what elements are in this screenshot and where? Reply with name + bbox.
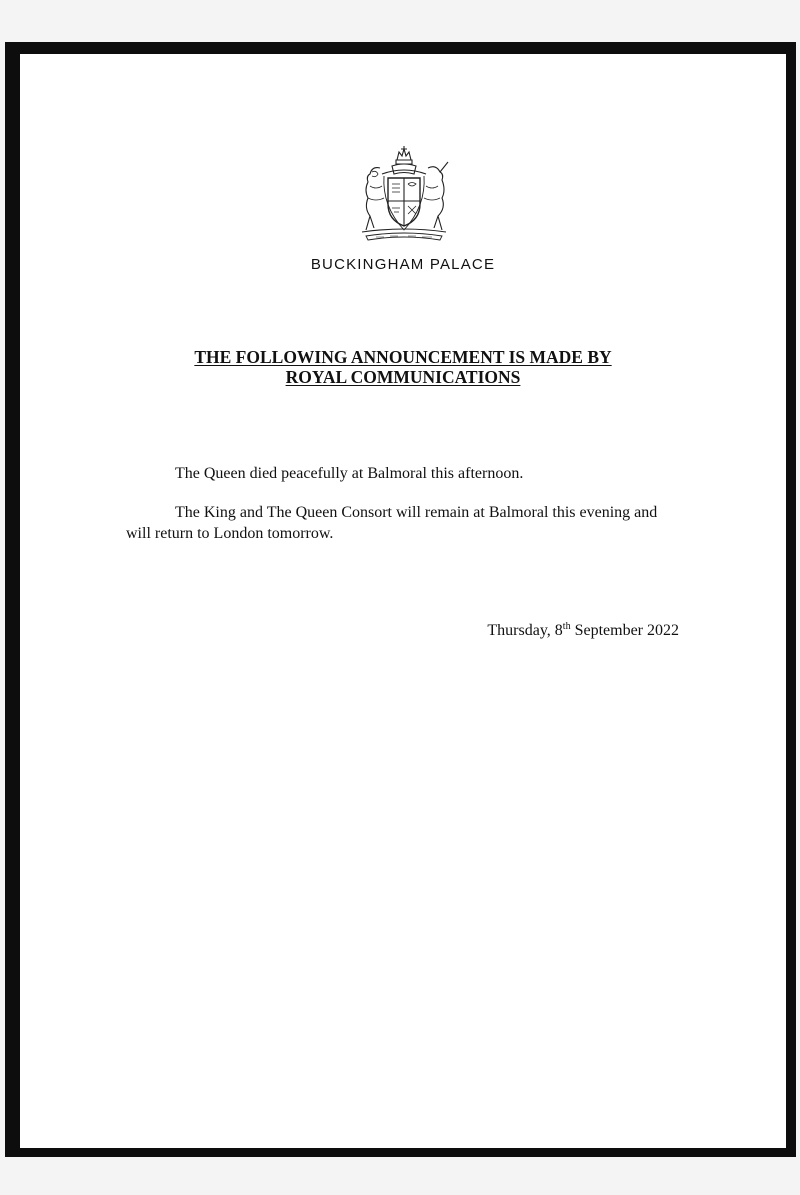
announcement-heading [20,347,786,387]
announcement-date [487,620,679,641]
heading-line-2: ROYAL COMMUNICATIONS [285,367,521,387]
date-text: Thursday, 8 [487,622,563,639]
date-month-year: September 2022 [570,622,679,639]
announcement-paragraph-1: The Queen died peacefully at Balmoral this afternoon. [175,465,524,482]
document-page [20,54,786,1148]
announcement-paragraph-2: The King and The Queen Consort will remain at Balmoral this evening and will return to London tomorrow. [126,504,658,542]
date-ordinal-suffix: th [562,621,571,632]
organization-name: BUCKINGHAM PALACE [310,256,496,273]
heading-line-1: THE FOLLOWING ANNOUNCEMENT IS MADE BY [194,347,612,367]
royal-coat-of-arms-icon [352,146,456,242]
document-frame [5,42,796,1157]
